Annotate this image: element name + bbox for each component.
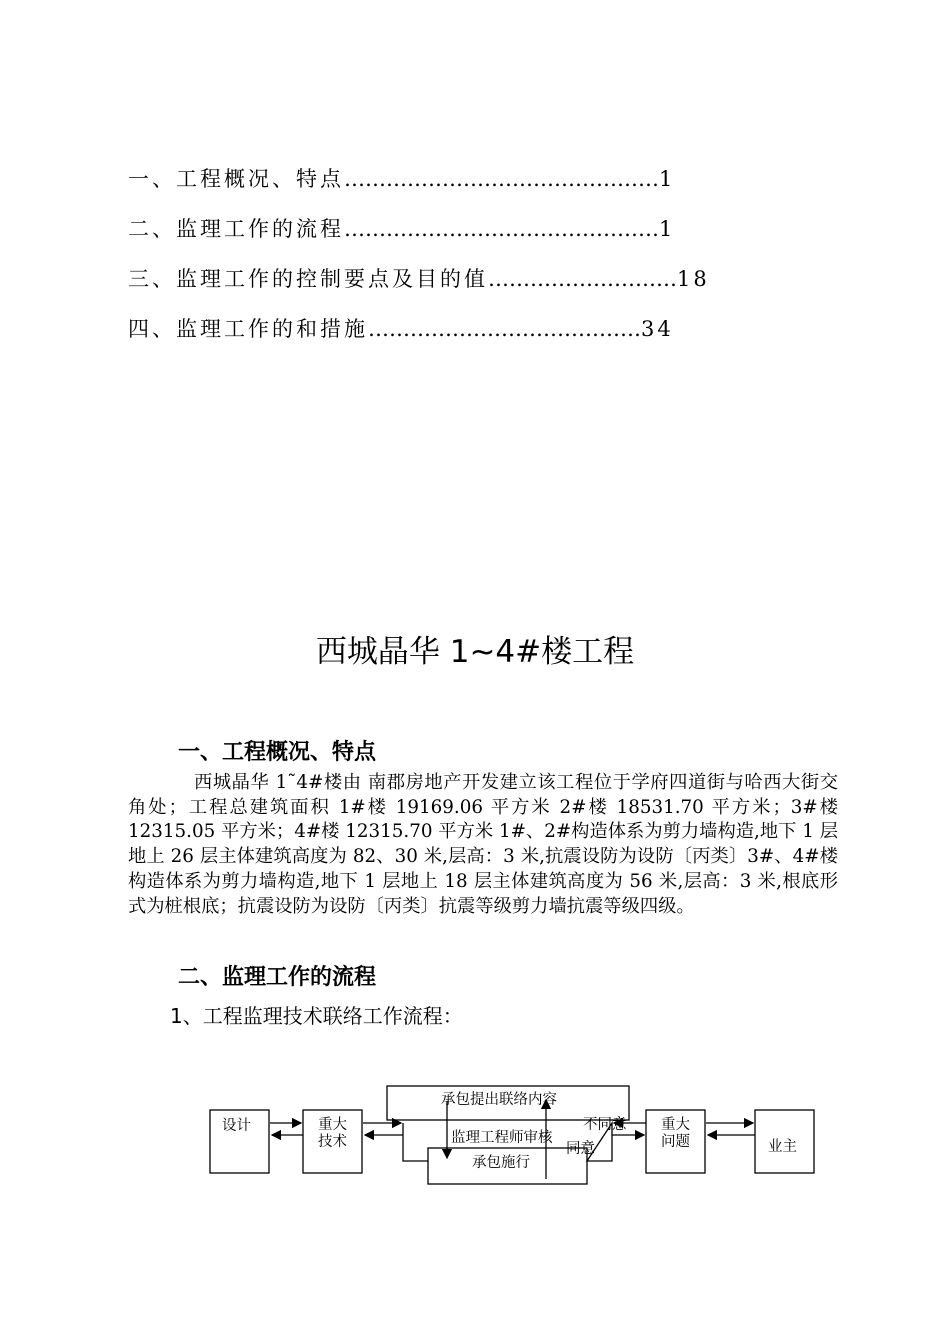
toc-entry-label: 一、工程概况、特点 [128, 167, 344, 191]
toc-page-number: 18 [677, 267, 710, 291]
toc-entry-label: 二、监理工作的流程 [128, 217, 344, 241]
owner-label: 业主 [768, 1139, 797, 1155]
contractor-exec-label: 承包施行 [472, 1155, 530, 1171]
toc-entry-1[interactable] [128, 158, 748, 208]
major-tech-label-2: 技术 [318, 1134, 347, 1150]
toc-entry-label: 四、监理工作的和措施 [128, 317, 368, 341]
major-issue-label-1: 重大 [661, 1117, 690, 1133]
toc-entry-label: 三、监理工作的控制要点及目的值 [128, 267, 488, 291]
section-1-paragraph: 西城晶华 1˜4#楼由 南郡房地产开发建立该工程位于学府四道街与哈西大街交角处；工程总建筑面积 1#楼 19169.06 平方米 2#楼 18531.70 平方米；3#楼 12315.05 平方米；4#楼 12315.70 平方米 1#、2#构造体系为剪力墙构造,地下 1 层地上 26 层主体建筑高度为 82、30 米,层高：3 米,抗震设防为设防〔丙类〕3#、4#楼构造体系为剪力墙构造,地下 1 层地上 18 层主体建筑高度为 56 米,层高：3 米,根底形式为桩根底；抗震设防为设防〔丙类〕抗震等级剪力墙抗震等级四级。 [128, 772, 838, 917]
agree-label: 同意 [566, 1141, 595, 1157]
document-title: 西城晶华 1~4#楼工程 [315, 634, 635, 670]
toc-page-number: 1 [659, 217, 676, 241]
liaison-flowchart [200, 1075, 840, 1205]
table-of-contents [128, 158, 748, 358]
contractor-submit-label: 承包提出联络内容 [441, 1092, 557, 1108]
toc-page-number: 1 [659, 167, 676, 191]
toc-entry-4[interactable] [128, 308, 748, 358]
disagree-label: 不同意 [583, 1117, 627, 1133]
section-1-heading: 一、工程概况、特点 [178, 740, 377, 765]
major-tech-label-1: 重大 [318, 1117, 347, 1133]
toc-entry-2[interactable] [128, 208, 748, 258]
design-label: 设计 [222, 1118, 251, 1134]
toc-page-number: 34 [641, 317, 674, 341]
subsection-1-heading: 1、工程监理技术联络工作流程： [170, 1004, 463, 1028]
toc-leader: ……………………………………… [344, 217, 659, 241]
toc-entry-3[interactable] [128, 258, 748, 308]
section-2-heading: 二、监理工作的流程 [178, 965, 377, 990]
toc-leader: ……………………………………… [344, 167, 659, 191]
engineer-review-label: 监理工程师审核 [451, 1130, 553, 1146]
major-issue-label-2: 问题 [661, 1134, 690, 1150]
toc-leader: ……………………… [488, 267, 677, 291]
toc-leader: ………………………………… [368, 317, 641, 341]
